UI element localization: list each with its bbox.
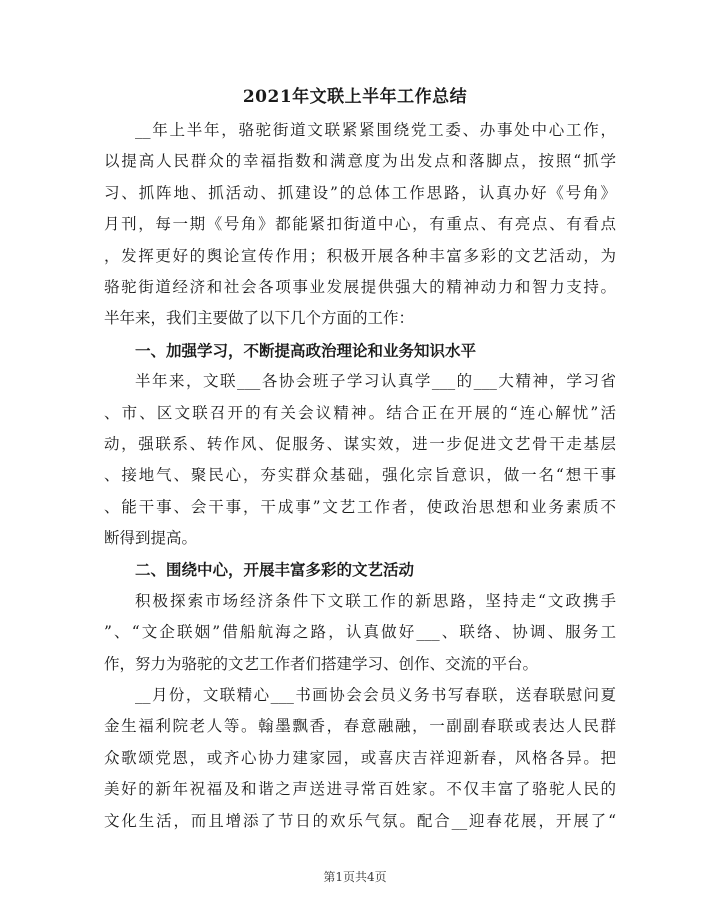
section-heading-2: 二、围绕中心，开展丰富多彩的文艺活动 <box>135 560 415 580</box>
paragraph-line: ”、“文企联姻”借船航海之路，认真做好___、联络、协调、服务工 <box>104 623 616 642</box>
paragraph-line: 月刊，每一期《号角》都能紧扣街道中心，有重点、有亮点、有看点 <box>104 215 616 234</box>
paragraph-line: 半年来，文联___各协会班子学习认真学___的___大精神，学习省 <box>135 372 616 391</box>
paragraph-line: __月份，文联精心___书画协会会员义务书写春联，送春联慰问夏 <box>135 686 616 705</box>
paragraph-line: 以提高人民群众的幸福指数和满意度为出发点和落脚点，按照“抓学 <box>104 152 616 171</box>
paragraph-line: 半年来，我们主要做了以下几个方面的工作： <box>104 309 415 328</box>
paragraph-line: 金生福利院老人等。翰墨飘香，春意融融，一副副春联或表达人民群 <box>104 717 616 736</box>
paragraph-line: 动，强联系、转作风、促服务、谋实效，进一步促进文艺骨干走基层 <box>104 434 616 453</box>
document-body <box>104 115 616 837</box>
paragraph-line: 众歌颂党恩，或齐心协力建家园，或喜庆吉祥迎新春，风格各异。把 <box>104 748 616 767</box>
section-heading-1: 一、加强学习，不断提高政治理论和业务知识水平 <box>135 340 477 360</box>
paragraph-line: 文化生活，而且增添了节日的欢乐气氛。配合__迎春花展，开展了“ <box>104 811 616 830</box>
paragraph-line: 积极探索市场经济条件下文联工作的新思路，坚持走“文政携手 <box>135 591 616 610</box>
paragraph-line: 、市、区文联召开的有关会议精神。结合正在开展的“连心解忧”活 <box>104 403 616 422</box>
paragraph-line: 习、抓阵地、抓活动、抓建设”的总体工作思路，认真办好《号角》 <box>104 183 616 202</box>
paragraph-line: ，发挥更好的舆论宣传作用；积极开展各种丰富多彩的文艺活动，为 <box>104 246 616 265</box>
paragraph-line: 骆驼街道经济和社会各项事业发展提供强大的精神动力和智力支持。 <box>104 277 616 296</box>
paragraph-line: 美好的新年祝福及和谐之声送进寻常百姓家。不仅丰富了骆驼人民的 <box>104 780 616 799</box>
paragraph-line: 、接地气、聚民心，夯实群众基础，强化宗旨意识，做一名“想干事 <box>104 466 616 485</box>
paragraph-line: 断得到提高。 <box>104 529 198 548</box>
paragraph-line: __年上半年，骆驼街道文联紧紧围绕党工委、办事处中心工作， <box>135 121 616 139</box>
paragraph-line: 、能干事、会干事，干成事”文艺工作者，使政治思想和业务素质不 <box>104 497 616 516</box>
paragraph-line: 作，努力为骆驼的文艺工作者们搭建学习、创作、交流的平台。 <box>104 654 539 673</box>
document-title: 2021年文联上半年工作总结 <box>242 87 468 107</box>
page-footer: 第1页共4页 <box>323 870 387 884</box>
